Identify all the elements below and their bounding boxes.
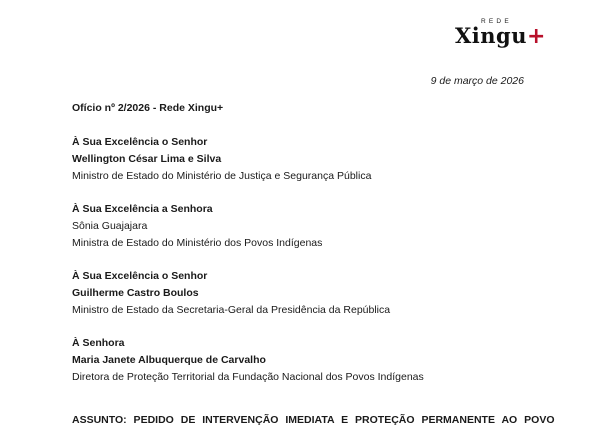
document-subject: ASSUNTO: PEDIDO DE INTERVENÇÃO IMEDIATA E PROTEÇÃO PERMANENTE AO POVO <box>72 414 555 426</box>
recipient-salutation: À Sua Excelência o Senhor <box>72 270 208 282</box>
recipient-name: Sônia Guajajara <box>72 219 148 232</box>
logo-xingu-word: Xingu <box>455 23 527 48</box>
recipient-role: Diretora de Proteção Territorial da Fundação Nacional dos Povos Indígenas <box>72 370 424 383</box>
recipient-name: Guilherme Castro Boulos <box>72 286 199 299</box>
recipient-block <box>72 268 524 318</box>
recipient-role: Ministro de Estado do Ministério de Justiça e Segurança Pública <box>72 169 372 182</box>
recipient-role: Ministra de Estado do Ministério dos Povos Indígenas <box>72 236 323 249</box>
recipient-salutation: À Sua Excelência o Senhor <box>72 136 208 148</box>
logo-xingu-text <box>455 22 546 51</box>
document-date: 9 de março de 2026 <box>430 75 524 87</box>
logo-plus-icon: + <box>527 24 546 49</box>
recipient-name: Maria Janete Albuquerque de Carvalho <box>72 353 266 366</box>
recipient-block <box>72 335 524 385</box>
rede-xingu-logo <box>455 18 551 54</box>
logo-rede-text: REDE <box>481 18 512 25</box>
recipient-name: Wellington César Lima e Silva <box>72 152 222 165</box>
recipient-role: Ministro de Estado da Secretaria-Geral da Presidência da República <box>72 303 391 316</box>
recipient-block <box>72 201 524 251</box>
oficio-title: Ofício nº 2/2026 - Rede Xingu+ <box>72 102 224 114</box>
recipient-salutation: À Sua Excelência a Senhora <box>72 203 213 215</box>
recipient-block <box>72 134 524 184</box>
recipient-salutation: À Senhora <box>72 337 125 349</box>
oficio-number <box>72 100 524 117</box>
